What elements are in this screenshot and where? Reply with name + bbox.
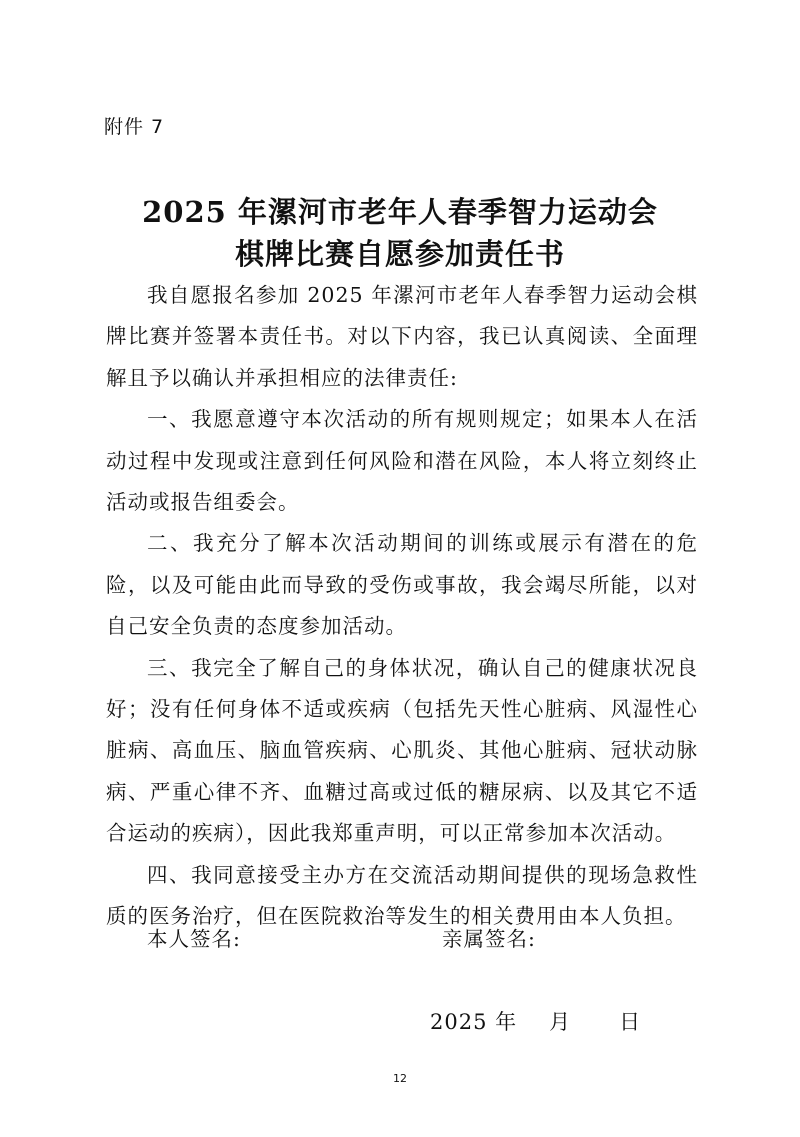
clause-1-paragraph: 一、我愿意遵守本次活动的所有规则规定；如果本人在活动过程中发现或注意到任何风险和潜在风险，本人将立刻终止活动或报告组委会。 bbox=[106, 407, 698, 515]
family-signature-label: 亲属签名: bbox=[442, 927, 536, 951]
date-month: 月 bbox=[549, 1010, 572, 1034]
page-number: 12 bbox=[393, 1072, 407, 1085]
date-year: 2025 年 bbox=[430, 1010, 518, 1034]
clause-3-paragraph: 三、我完全了解自己的身体状况，确认自己的健康状况良好；没有任何身体不适或疾病（包括先天性心脏病、风湿性心脏病、高血压、脑血管疾病、心肌炎、其他心脏病、冠状动脉病、严重心律不齐、血糖过高或过低的糖尿病、以及其它不适合运动的疾病），因此我郑重声明，可以正常参加本次活动。 bbox=[106, 655, 698, 846]
document-body bbox=[106, 275, 698, 938]
intro-paragraph: 我自愿报名参加 2025 年漯河市老年人春季智力运动会棋牌比赛并签署本责任书。对以下内容，我已认真阅读、全面理解且予以确认并承担相应的法律责任: bbox=[106, 283, 698, 390]
date-day: 日 bbox=[619, 1010, 642, 1034]
signature-area bbox=[0, 922, 800, 962]
date-line bbox=[430, 1006, 641, 1036]
clause-2-paragraph: 二、我充分了解本次活动期间的训练或展示有潜在的危险，以及可能由此而导致的受伤或事故，我会竭尽所能，以对自己安全负责的态度参加活动。 bbox=[106, 531, 698, 639]
self-signature-label: 本人签名: bbox=[147, 927, 241, 951]
attachment-label: 附件 7 bbox=[104, 116, 165, 138]
document-title-line1: 2025 年漯河市老年人春季智力运动会 bbox=[142, 195, 658, 229]
document-title-line2: 棋牌比赛自愿参加责任书 bbox=[234, 237, 565, 271]
clause-4-paragraph: 四、我同意接受主办方在交流活动期间提供的现场急救性质的医务治疗，但在医院救治等发生的相关费用由本人负担。 bbox=[106, 862, 698, 929]
